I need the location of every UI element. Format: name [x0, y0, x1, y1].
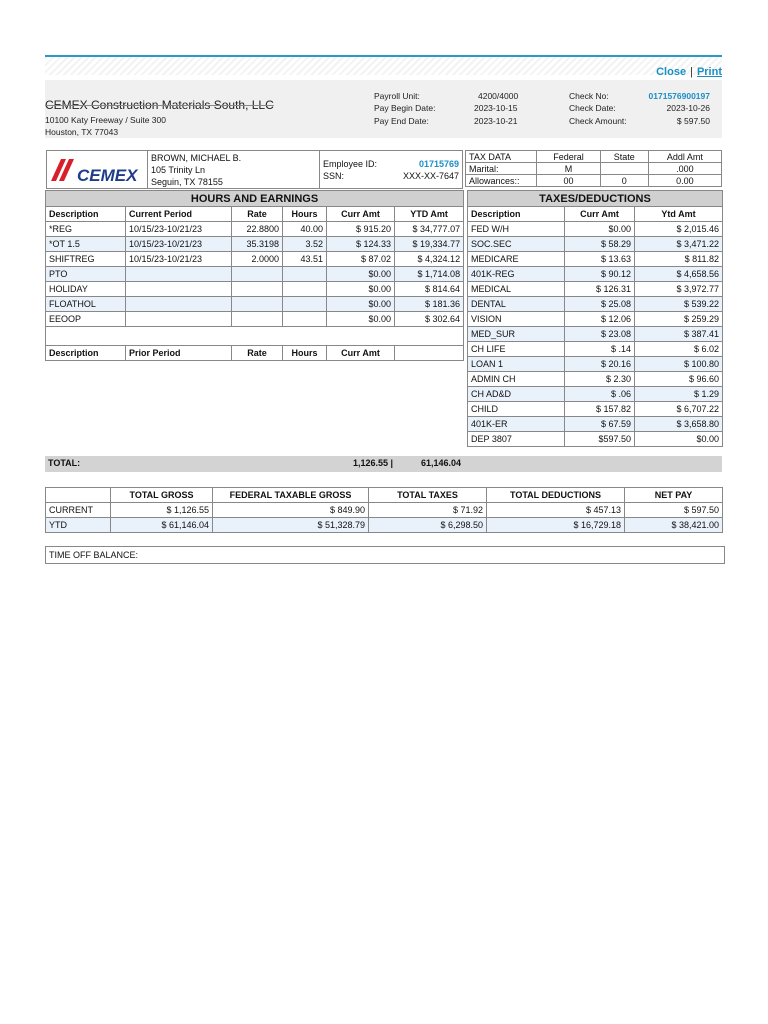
employee-city: Seguin, TX 78155: [151, 177, 223, 187]
sum-col-taxes: TOTAL TAXES: [369, 488, 487, 503]
deduction-cell: $ 3,658.80: [635, 417, 723, 432]
deduction-row: [468, 252, 723, 267]
company-name: CEMEX Construction Materials South, LLC: [45, 98, 274, 112]
deduction-row: [468, 432, 723, 447]
pay-begin-value: 2023-10-15: [474, 103, 518, 113]
total-label: TOTAL:: [48, 458, 81, 468]
deduction-cell: 401K-ER: [468, 417, 565, 432]
earnings-cell: HOLIDAY: [46, 282, 126, 297]
deduction-row: [468, 222, 723, 237]
earnings-cell: $ 87.02: [327, 252, 395, 267]
ded-col-ytd: Ytd Amt: [635, 207, 723, 222]
deduction-cell: $ 3,972.77: [635, 282, 723, 297]
earnings-cell: $ 124.33: [327, 237, 395, 252]
deduction-cell: ADMIN CH: [468, 372, 565, 387]
earn-col-period: Current Period: [126, 207, 232, 222]
check-amount-value: $ 597.50: [676, 116, 710, 126]
earnings-row: [46, 297, 464, 312]
earnings-cell: [232, 267, 283, 282]
earn-col-ytd: YTD Amt: [395, 207, 464, 222]
deduction-cell: CHILD: [468, 402, 565, 417]
deduction-cell: DENTAL: [468, 297, 565, 312]
earnings-cell: [232, 282, 283, 297]
payroll-unit-value: 4200/4000: [478, 91, 519, 101]
sum-col-blank: [46, 488, 111, 503]
summary-cell: CURRENT: [46, 503, 111, 518]
deduction-row: [468, 267, 723, 282]
deduction-row: [468, 372, 723, 387]
earnings-row: [46, 282, 464, 297]
employee-id-cell: [320, 151, 463, 189]
prior-col-rate: Rate: [232, 346, 283, 361]
deduction-cell: $ 2,015.46: [635, 222, 723, 237]
close-link[interactable]: Close: [656, 66, 687, 78]
summary-cell: $ 51,328.79: [213, 518, 369, 533]
allowances-state: 0: [600, 175, 648, 187]
ded-col-curr: Curr Amt: [565, 207, 635, 222]
earn-col-description: Description: [46, 207, 126, 222]
deduction-cell: $ 259.29: [635, 312, 723, 327]
employee-id-label: Employee ID:: [323, 158, 378, 169]
check-date-value: 2023-10-26: [666, 103, 710, 113]
earnings-cell: 3.52: [283, 237, 327, 252]
deduction-row: [468, 237, 723, 252]
summary-cell: $ 1,126.55: [111, 503, 213, 518]
sum-col-fed-taxable: FEDERAL TAXABLE GROSS: [213, 488, 369, 503]
deduction-cell: $ 6.02: [635, 342, 723, 357]
earnings-cell: [126, 312, 232, 327]
earnings-cell: 22.8800: [232, 222, 283, 237]
pay-end-value: 2023-10-21: [474, 116, 518, 126]
marital-label: Marital:: [466, 163, 537, 175]
deduction-cell: MEDICARE: [468, 252, 565, 267]
pay-begin-label: Pay Begin Date:: [374, 103, 436, 113]
deduction-row: [468, 312, 723, 327]
deduction-cell: $ 96.60: [635, 372, 723, 387]
deduction-cell: $ 3,471.22: [635, 237, 723, 252]
deduction-cell: $ 100.80: [635, 357, 723, 372]
summary-cell: $ 71.92: [369, 503, 487, 518]
earnings-row: [46, 222, 464, 237]
earnings-cell: $0.00: [327, 282, 395, 297]
sum-col-gross: TOTAL GROSS: [111, 488, 213, 503]
deduction-cell: 401K-REG: [468, 267, 565, 282]
check-no-label: Check No:: [569, 91, 609, 101]
deduction-cell: CH LIFE: [468, 342, 565, 357]
prior-col-hours: Hours: [283, 346, 327, 361]
earnings-cell: *OT 1.5: [46, 237, 126, 252]
deduction-cell: $0.00: [565, 222, 635, 237]
deduction-cell: $ 20.16: [565, 357, 635, 372]
deduction-cell: LOAN 1: [468, 357, 565, 372]
employee-address-cell: [148, 151, 320, 189]
summary-cell: $ 38,421.00: [625, 518, 723, 533]
earn-col-hours: Hours: [283, 207, 327, 222]
total-ytd: 61,146.04: [421, 458, 462, 468]
earnings-cell: EEOOP: [46, 312, 126, 327]
earnings-cell: [232, 297, 283, 312]
company-logo: [46, 150, 148, 189]
employee-name: BROWN, MICHAEL B.: [151, 153, 242, 163]
deduction-cell: $ 13.63: [565, 252, 635, 267]
logo-text: CEMEX: [77, 166, 138, 185]
deduction-cell: $ 67.59: [565, 417, 635, 432]
total-curr: 1,126.55 |: [353, 458, 394, 468]
marital-state: [600, 163, 648, 175]
deduction-cell: CH AD&D: [468, 387, 565, 402]
deduction-cell: $ 90.12: [565, 267, 635, 282]
employee-id-value: 01715769: [418, 158, 459, 169]
prior-col-empty: [395, 346, 464, 361]
earnings-table: [45, 190, 464, 361]
earnings-cell: $ 181.36: [395, 297, 464, 312]
link-separator: |: [690, 66, 693, 78]
summary-cell: YTD: [46, 518, 111, 533]
check-no-value: 0171576900197: [648, 91, 710, 101]
summary-cell: $ 597.50: [625, 503, 723, 518]
deduction-row: [468, 387, 723, 402]
deduction-cell: MEDICAL: [468, 282, 565, 297]
deduction-cell: $ 58.29: [565, 237, 635, 252]
earnings-cell: $ 34,777.07: [395, 222, 464, 237]
tax-data-header: TAX DATA: [466, 151, 537, 163]
deduction-cell: VISION: [468, 312, 565, 327]
earnings-cell: $ 915.20: [327, 222, 395, 237]
earnings-cell: [126, 297, 232, 312]
marital-addl: .000: [648, 163, 721, 175]
prior-col-description: Description: [46, 346, 126, 361]
earnings-cell: 10/15/23-10/21/23: [126, 222, 232, 237]
deduction-cell: $ .06: [565, 387, 635, 402]
summary-cell: $ 61,146.04: [111, 518, 213, 533]
earnings-cell: [283, 267, 327, 282]
earnings-cell: SHIFTREG: [46, 252, 126, 267]
earnings-row: [46, 252, 464, 267]
deduction-row: [468, 282, 723, 297]
deduction-cell: $ 12.06: [565, 312, 635, 327]
company-address-line2: Houston, TX 77043: [45, 127, 119, 137]
deduction-cell: $ .14: [565, 342, 635, 357]
earnings-cell: 40.00: [283, 222, 327, 237]
ssn-label: SSN:: [323, 170, 345, 181]
earnings-cell: $ 19,334.77: [395, 237, 464, 252]
summary-cell: $ 849.90: [213, 503, 369, 518]
deduction-row: [468, 417, 723, 432]
employee-street: 105 Trinity Ln: [151, 165, 206, 175]
header-links: [656, 66, 722, 78]
tax-federal-header: Federal: [537, 151, 601, 163]
earnings-cell: $0.00: [327, 267, 395, 282]
allowances-addl: 0.00: [648, 175, 721, 187]
deduction-cell: $ 2.30: [565, 372, 635, 387]
deduction-cell: FED W/H: [468, 222, 565, 237]
earnings-title: HOURS AND EARNINGS: [46, 191, 464, 207]
earnings-cell: $ 1,714.08: [395, 267, 464, 282]
summary-row: [46, 518, 723, 533]
deductions-title: TAXES/DEDUCTIONS: [468, 191, 723, 207]
deduction-cell: $ 6,707.22: [635, 402, 723, 417]
earnings-cell: [232, 312, 283, 327]
earnings-cell: [283, 312, 327, 327]
earnings-cell: 10/15/23-10/21/23: [126, 252, 232, 267]
summary-cell: $ 457.13: [487, 503, 625, 518]
prior-col-period: Prior Period: [126, 346, 232, 361]
earnings-row: [46, 312, 464, 327]
earnings-cell: [126, 267, 232, 282]
marital-federal: M: [537, 163, 601, 175]
tax-data-table: [465, 150, 722, 187]
earnings-row: [46, 267, 464, 282]
earnings-cell: $0.00: [327, 297, 395, 312]
deductions-table: [467, 190, 723, 447]
deduction-row: [468, 342, 723, 357]
deduction-row: [468, 297, 723, 312]
deduction-cell: MED_SUR: [468, 327, 565, 342]
earnings-cell: [283, 297, 327, 312]
total-row-right: [465, 456, 722, 472]
earnings-cell: $ 302.64: [395, 312, 464, 327]
employee-block: [147, 150, 463, 189]
sum-col-deductions: TOTAL DEDUCTIONS: [487, 488, 625, 503]
total-row: [45, 456, 465, 472]
deduction-cell: $ 25.08: [565, 297, 635, 312]
company-address-line1: 10100 Katy Freeway / Suite 300: [45, 115, 166, 125]
earnings-cell: 2.0000: [232, 252, 283, 267]
prior-col-curr: Curr Amt: [327, 346, 395, 361]
tax-state-header: State: [600, 151, 648, 163]
top-stripe: [45, 55, 722, 75]
deduction-cell: $ 157.82: [565, 402, 635, 417]
cemex-logo-icon: [47, 151, 147, 188]
allowances-federal: 00: [537, 175, 601, 187]
earnings-cell: 35.3198: [232, 237, 283, 252]
earnings-cell: [126, 282, 232, 297]
deduction-cell: $ 539.22: [635, 297, 723, 312]
earnings-row: [46, 237, 464, 252]
deduction-row: [468, 327, 723, 342]
deduction-cell: $ 811.82: [635, 252, 723, 267]
payroll-unit-label: Payroll Unit:: [374, 91, 420, 101]
ded-col-description: Description: [468, 207, 565, 222]
earnings-cell: 43.51: [283, 252, 327, 267]
print-link[interactable]: Print: [696, 66, 722, 78]
earnings-cell: PTO: [46, 267, 126, 282]
earn-col-curr: Curr Amt: [327, 207, 395, 222]
earn-col-rate: Rate: [232, 207, 283, 222]
sum-col-net: NET PAY: [625, 488, 723, 503]
summary-table: [45, 487, 723, 533]
tax-addl-header: Addl Amt: [648, 151, 721, 163]
deduction-cell: SOC.SEC: [468, 237, 565, 252]
deduction-cell: $ 23.08: [565, 327, 635, 342]
deduction-row: [468, 357, 723, 372]
earnings-cell: *REG: [46, 222, 126, 237]
earnings-cell: [283, 282, 327, 297]
allowances-label: Allowances::: [466, 175, 537, 187]
earnings-cell: $ 4,324.12: [395, 252, 464, 267]
earnings-cell: FLOATHOL: [46, 297, 126, 312]
earnings-cell: $0.00: [327, 312, 395, 327]
check-date-label: Check Date:: [569, 103, 616, 113]
summary-cell: $ 16,729.18: [487, 518, 625, 533]
deduction-cell: $ 4,658.56: [635, 267, 723, 282]
deduction-cell: $ 126.31: [565, 282, 635, 297]
time-off-balance: TIME OFF BALANCE:: [45, 546, 725, 564]
deduction-cell: $ 387.41: [635, 327, 723, 342]
deduction-cell: $0.00: [635, 432, 723, 447]
deduction-cell: $ 1.29: [635, 387, 723, 402]
summary-cell: $ 6,298.50: [369, 518, 487, 533]
earnings-cell: $ 814.64: [395, 282, 464, 297]
deduction-row: [468, 402, 723, 417]
deduction-cell: $597.50: [565, 432, 635, 447]
summary-row: [46, 503, 723, 518]
ssn-value: XXX-XX-7647: [402, 170, 459, 181]
check-amount-label: Check Amount:: [569, 116, 627, 126]
pay-end-label: Pay End Date:: [374, 116, 429, 126]
earnings-cell: 10/15/23-10/21/23: [126, 237, 232, 252]
earnings-spacer: [46, 327, 464, 346]
deduction-cell: DEP 3807: [468, 432, 565, 447]
